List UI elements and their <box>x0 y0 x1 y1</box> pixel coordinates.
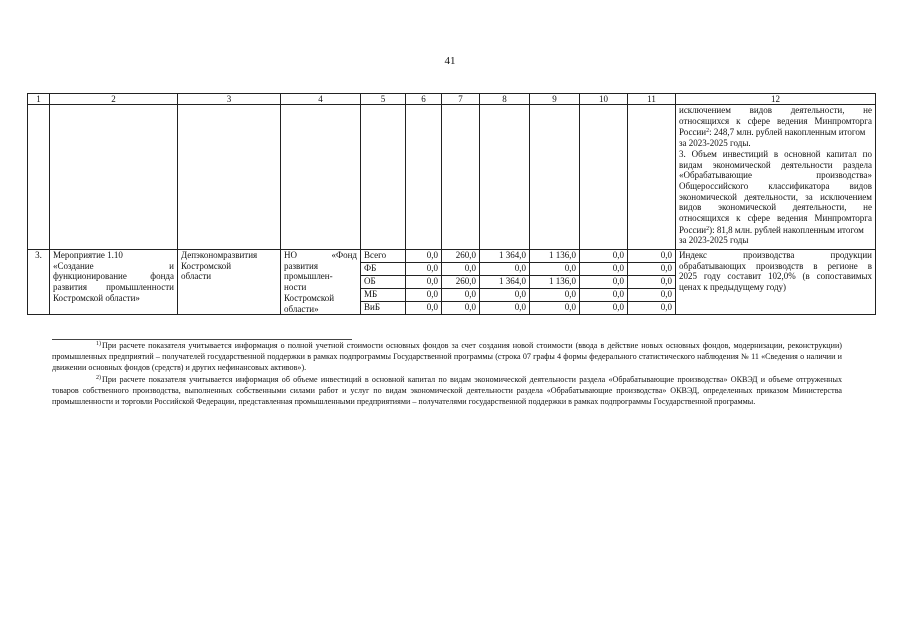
finance-source-total: Всего <box>361 250 406 263</box>
finance-value: 1 364,0 <box>480 276 530 289</box>
row-number: 3. <box>28 250 50 315</box>
col-header-5: 5 <box>361 94 406 105</box>
continuation-text: исключением видов деятельности, не относящихся к сфере ведения Минпромторга России$^2$: 248,7 млн. рублей накопленным итогом за 2023-2025 годы. 3. Объем инвестиций в основной капитал по видам экономической деятельности раздела «Обрабатывающие производства» Общероссийского классификатора видов экономической деятельности, за исключением видов экономической деятельности, не относящихся к сфере ведения Минпромторга России$^2$): 81,8 млн. рублей накопленным итогом за 2023-2025 годы <box>676 105 876 250</box>
col-header-10: 10 <box>580 94 628 105</box>
col-header-11: 11 <box>628 94 676 105</box>
footnote-separator <box>52 339 352 340</box>
finance-value: 1 136,0 <box>530 250 580 263</box>
event-name: Мероприятие 1.10 «Создание и функционирование фонда развития промышленности Костромской области» <box>50 250 178 315</box>
finance-value: 0,0 <box>480 263 530 276</box>
finance-value: 0,0 <box>442 263 480 276</box>
finance-value: 0,0 <box>442 302 480 315</box>
finance-value: 0,0 <box>406 263 442 276</box>
finance-value: 0,0 <box>628 289 676 302</box>
finance-value: 0,0 <box>580 263 628 276</box>
footnote-1: $^{1)}$При расчете показателя учитывается информация о полной учетной стоимости основных фондов за счет создания новой стоимости (ввода в действие новых основных фондов, модернизации, реконструкции) промышленных предприятий – получателей государственной поддержки в рамках подпрограммы Государственной программы (строка 07 графы 4 формы федерального статистического наблюдения № 11 «Сведения о наличии и движении основных фондов (средств) и других нефинансовых активов»). <box>52 341 842 372</box>
indicator-text: Индекс производства продукции обрабатывающих производств в регионе в 2025 году составит 102,0% (в сопоставимых ценах к предыдущему году) <box>676 250 876 315</box>
column-number-row <box>28 94 876 105</box>
col-header-3: 3 <box>178 94 281 105</box>
finance-value: 0,0 <box>580 276 628 289</box>
finance-value: 0,0 <box>530 302 580 315</box>
finance-value: 0,0 <box>406 289 442 302</box>
finance-value: 0,0 <box>480 302 530 315</box>
table-row <box>28 250 876 263</box>
footnotes <box>52 339 842 408</box>
finance-value: 0,0 <box>580 250 628 263</box>
finance-value: 0,0 <box>530 263 580 276</box>
finance-value: 1 136,0 <box>530 276 580 289</box>
col-header-7: 7 <box>442 94 480 105</box>
col-header-12: 12 <box>676 94 876 105</box>
col-header-9: 9 <box>530 94 580 105</box>
finance-value: 0,0 <box>442 289 480 302</box>
finance-source-mb: МБ <box>361 289 406 302</box>
co-executor: НО «Фонд развития промышлен- ности Костромской области» <box>281 250 361 315</box>
col-header-1: 1 <box>28 94 50 105</box>
finance-value: 0,0 <box>580 289 628 302</box>
finance-value: 1 364,0 <box>480 250 530 263</box>
finance-value: 0,0 <box>628 302 676 315</box>
continuation-row <box>28 105 876 250</box>
finance-value: 0,0 <box>406 276 442 289</box>
finance-source-ob: ОБ <box>361 276 406 289</box>
finance-value: 0,0 <box>406 302 442 315</box>
col-header-2: 2 <box>50 94 178 105</box>
responsible-executor: Депэкономразвития Костромской области <box>178 250 281 315</box>
finance-value: 0,0 <box>628 250 676 263</box>
finance-value: 0,0 <box>628 263 676 276</box>
program-activities-table <box>27 93 876 315</box>
footnote-2: $^{2)}$При расчете показателя учитывается информация об объеме инвестиций в основной капитал по видам экономической деятельности раздела «Обрабатывающие производства» ОКВЭД и объеме отгруженных товаров собственного производства, выполненных собственными силами работ и услуг по видам экономической деятельности раздела «Обрабатывающие производства» ОКВЭД, определенных приказом Министерства промышленности и торговли Российской Федерации, представленная промышленными предприятиями – получателями государственной поддержки в рамках подпрограммы Государственной программы. <box>52 375 842 406</box>
col-header-4: 4 <box>281 94 361 105</box>
finance-value: 0,0 <box>580 302 628 315</box>
col-header-8: 8 <box>480 94 530 105</box>
finance-value: 0,0 <box>530 289 580 302</box>
finance-source-fb: ФБ <box>361 263 406 276</box>
page-number: 41 <box>444 55 456 67</box>
finance-value: 260,0 <box>442 250 480 263</box>
col-header-6: 6 <box>406 94 442 105</box>
finance-value: 0,0 <box>480 289 530 302</box>
finance-value: 260,0 <box>442 276 480 289</box>
finance-value: 0,0 <box>406 250 442 263</box>
finance-value: 0,0 <box>628 276 676 289</box>
finance-source-vib: ВиБ <box>361 302 406 315</box>
